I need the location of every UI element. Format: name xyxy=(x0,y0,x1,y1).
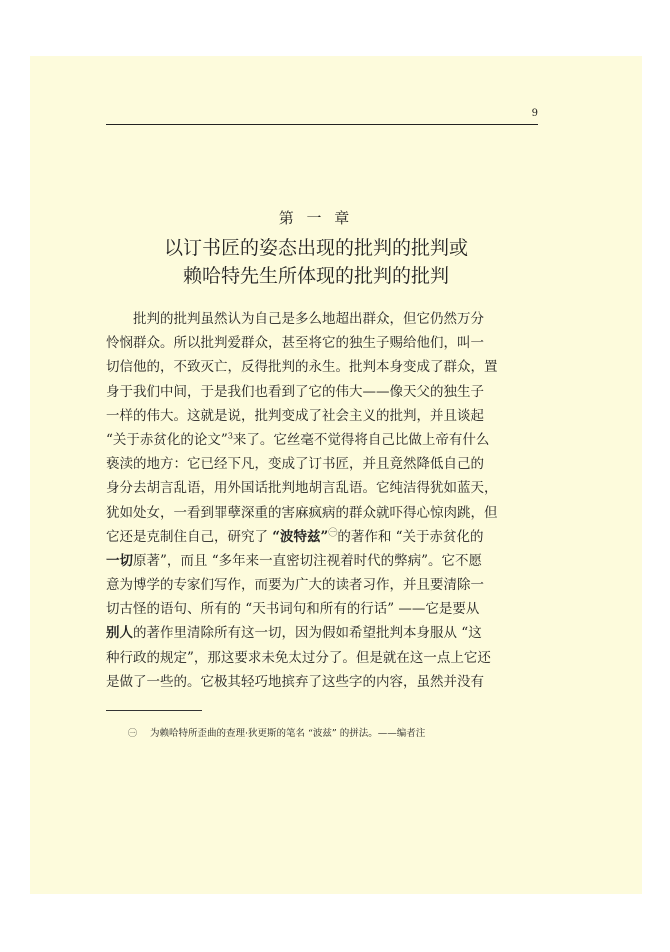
body-line: 切古怪的语句、所有的 “天书词句和所有的行话” ——它是要从 xyxy=(106,601,480,618)
endnote-reference: 3 xyxy=(227,431,233,441)
body-text-run: 来了。它丝毫不觉得将自己比做上帝有什么 xyxy=(232,431,490,448)
body-line: 意为博学的专家们写作，而要为广大的读者习作，并且要清除一 xyxy=(106,577,484,594)
emphasized-term: “波特兹” xyxy=(272,528,329,545)
body-text-run: “关于赤贫化的论文” xyxy=(106,431,228,448)
body-line: 身于我们中间，于是我们也看到了它的伟大——像天父的独生子 xyxy=(106,383,484,400)
body-line xyxy=(106,621,524,645)
body-line: 是做了一些的。它极其轻巧地摈弃了这些字的内容，虽然并没有 xyxy=(106,673,484,690)
body-line xyxy=(106,525,524,549)
body-text-run: 它还是克制住自己，研究了 xyxy=(106,528,273,545)
page-number: 9 xyxy=(531,108,538,119)
body-line: 身分去胡言乱语，用外国话批判地胡言乱语。它纯洁得犹如蓝天， xyxy=(106,480,498,497)
body-line: 批判的批判虽然认为自己是多么地超出群众，但它仍然万分 xyxy=(133,311,484,327)
body-line: 犹如处女，一看到罪孽深重的害麻疯病的群众就吓得心惊肉跳，但 xyxy=(106,504,498,521)
body-line: 种行政的规定”，那这要求未免太过分了。但是就在这一点上它还 xyxy=(106,649,491,666)
footnote-rule xyxy=(106,710,202,711)
body-text xyxy=(106,307,524,694)
body-line: 亵渎的地方：它已经下凡，变成了订书匠，并且竟然降低自己的 xyxy=(106,456,484,473)
chapter-title-line-2: 赖哈特先生所体现的批判的批判 xyxy=(182,265,449,287)
chapter-title-line-1: 以订书匠的姿态出现的批判的批判或 xyxy=(163,237,468,259)
chapter-label: 第 一 章 xyxy=(278,209,354,227)
footnote-marker: ㊀ xyxy=(128,729,138,739)
footnote-reference: ㊀ xyxy=(328,528,338,539)
footnote xyxy=(128,725,528,739)
body-text-run: 的著作和 “关于赤贫化的 xyxy=(337,528,484,545)
body-line xyxy=(106,549,524,573)
emphasized-term: 别人 xyxy=(106,625,133,642)
body-text-run: 原著”，而且 “多年来一直密切注视着时代的弊病”。它不愿 xyxy=(133,552,482,569)
body-line: 怜悯群众。所以批判爱群众，甚至将它的独生子赐给他们，叫一 xyxy=(106,335,484,352)
header-rule xyxy=(106,124,538,125)
body-line: 切信他的，不致灭亡，反得批判的永生。批判本身变成了群众，置 xyxy=(106,359,498,376)
emphasized-term: 一切 xyxy=(106,552,133,569)
body-line: 一样的伟大。这就是说，批判变成了社会主义的批判，并且谈起 xyxy=(106,407,484,424)
footnote-text: 为赖哈特所歪曲的查理·狄更斯的笔名 “波兹” 的拼法。——编者注 xyxy=(150,728,426,739)
body-text-run: 的著作里清除所有这一切，因为假如希望批判本身服从 “这 xyxy=(133,625,482,642)
body-line xyxy=(106,428,524,452)
